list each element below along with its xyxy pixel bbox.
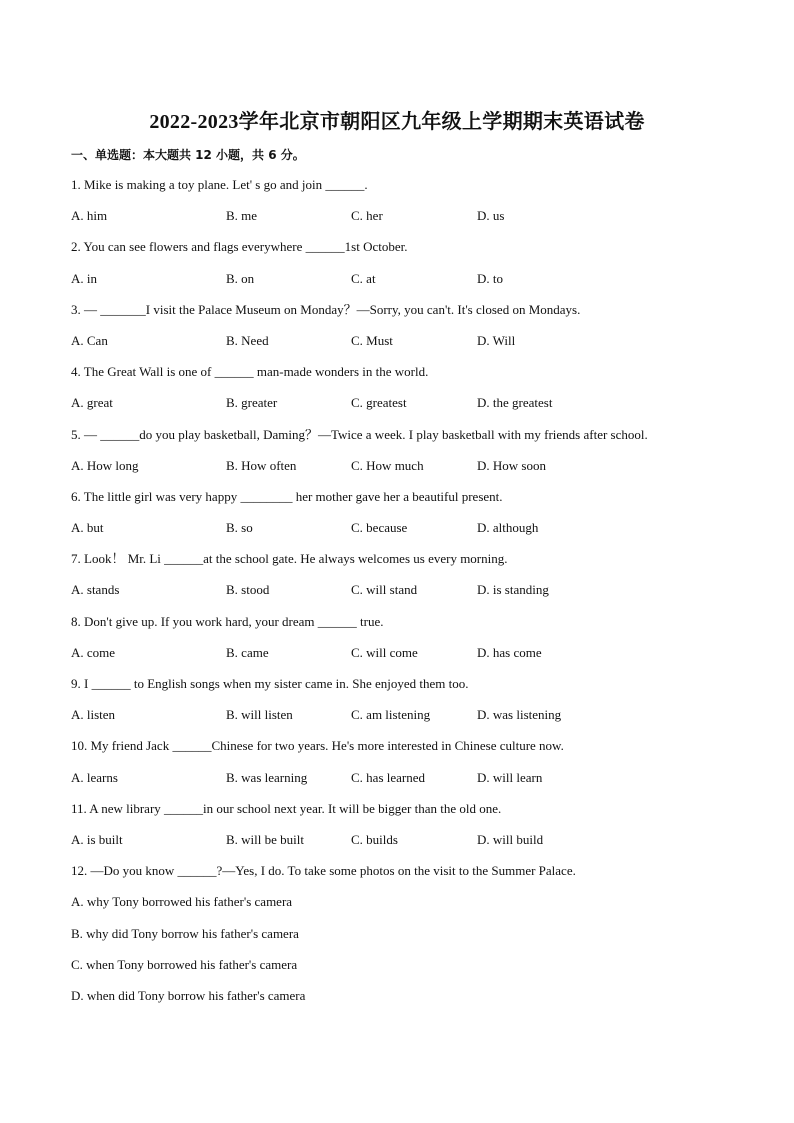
question-stem-7: 7. Look！ Mr. Li ______at the school gate. He always welcomes us every morning. [71, 551, 508, 567]
page-title: 2022-2023学年北京市朝阳区九年级上学期期末英语试卷 [149, 111, 645, 133]
question-stem-11: 11. A new library ______in our school next year. It will be bigger than the old one. [71, 800, 502, 816]
option-c: C. builds [351, 831, 398, 847]
question-stem-3: 3. — _______I visit the Palace Museum on Monday？—Sorry, you can't. It's closed on Mondays. [71, 301, 581, 317]
option-c: C. at [351, 270, 376, 286]
options-row-8 [71, 643, 731, 674]
option-a: A. in [71, 270, 97, 286]
option-d: D. Will [477, 332, 516, 348]
option-a: A. but [71, 520, 104, 536]
option-b: B. why did Tony borrow his father's camera [71, 925, 299, 941]
option-c: C. How much [351, 457, 424, 473]
option-d: D. the greatest [477, 395, 553, 411]
options-row-3 [71, 331, 731, 362]
options-row-4 [71, 393, 731, 424]
option-c: C. because [351, 520, 408, 536]
option-d: D. has come [477, 644, 542, 660]
option-b: B. was learning [226, 769, 308, 785]
question-stem-12: 12. —Do you know ______?—Yes, I do. To take some photos on the visit to the Summer Palace. [71, 863, 576, 879]
question-stem-9: 9. I ______ to English songs when my sister came in. She enjoyed them too. [71, 676, 469, 691]
options-row-11 [71, 830, 731, 861]
option-c: C. Must [351, 332, 393, 348]
question-list [71, 175, 731, 1017]
options-row-7 [71, 580, 731, 611]
options-row-6 [71, 518, 731, 549]
option-a: A. great [71, 395, 113, 411]
option-b: B. How often [226, 457, 297, 473]
option-a: A. come [71, 644, 116, 660]
option-a: A. learns [71, 769, 118, 785]
option-a: A. why Tony borrowed his father's camera [71, 894, 293, 910]
option-b: B. so [226, 520, 253, 536]
question-stem-1: 1. Mike is making a toy plane. Let' s go and join ______. [71, 177, 368, 192]
option-d: D. us [477, 208, 505, 224]
option-b: B. greater [226, 395, 278, 411]
options-row-5 [71, 456, 731, 487]
question-stem-10: 10. My friend Jack ______Chinese for two years. He's more interested in Chinese culture now. [71, 738, 564, 754]
option-d: D. was listening [477, 707, 562, 723]
section-heading: 一、单选题：本大题共 12 小题，共 6 分。 [71, 148, 305, 162]
options-row-1 [71, 206, 731, 237]
option-a: A. him [71, 208, 108, 224]
question-stem-8: 8. Don't give up. If you work hard, your dream ______ true. [71, 613, 384, 629]
option-a: A. stands [71, 582, 120, 598]
options-row-2 [71, 269, 731, 300]
option-c: C. has learned [351, 769, 426, 785]
option-b: B. Need [226, 332, 269, 348]
option-b: B. on [226, 270, 255, 286]
option-b: B. stood [226, 582, 270, 598]
option-d: D. when did Tony borrow his father's camera [71, 987, 306, 1003]
option-d: D. will build [477, 831, 544, 847]
option-c: C. will stand [351, 582, 418, 598]
option-c: C. greatest [351, 395, 407, 411]
option-d: D. How soon [477, 457, 546, 473]
option-c: C. her [351, 208, 383, 224]
question-stem-4: 4. The Great Wall is one of ______ man-made wonders in the world. [71, 364, 429, 380]
option-a: A. Can [71, 332, 108, 348]
question-stem-6: 6. The little girl was very happy ________ her mother gave her a beautiful present. [71, 488, 503, 504]
option-b: B. me [226, 208, 258, 224]
option-d: D. is standing [477, 582, 549, 598]
options-row-9 [71, 705, 731, 736]
option-c: C. when Tony borrowed his father's camera [71, 956, 298, 972]
option-d: D. will learn [477, 769, 543, 785]
option-d: D. although [477, 520, 539, 536]
option-b: B. will be built [226, 831, 304, 847]
question-stem-2: 2. You can see flowers and flags everywhere ______1st October. [71, 239, 408, 255]
option-b: B. came [226, 644, 269, 660]
option-c: C. will come [351, 644, 418, 660]
question-stem-5: 5. — ______do you play basketball, Daming？—Twice a week. I play basketball with my friends after school. [71, 426, 648, 442]
option-a: A. How long [71, 457, 139, 473]
option-c: C. am listening [351, 707, 431, 723]
option-b: B. will listen [226, 707, 293, 723]
options-row-10 [71, 768, 731, 799]
option-a: A. listen [71, 707, 116, 723]
option-a: A. is built [71, 831, 123, 847]
option-d: D. to [477, 270, 503, 286]
